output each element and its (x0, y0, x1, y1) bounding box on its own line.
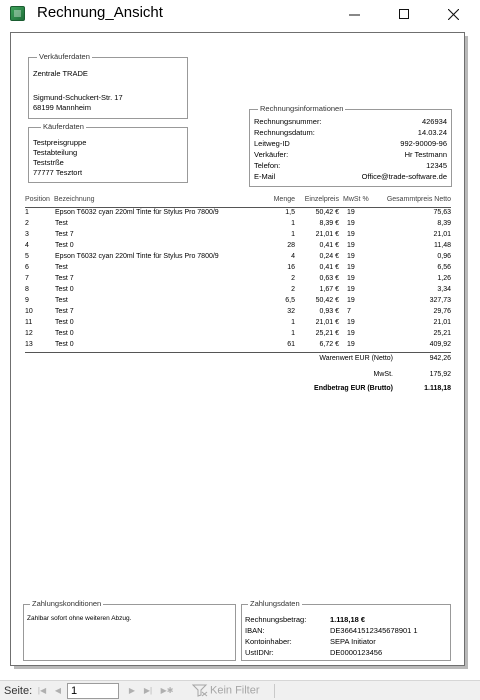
cell-menge: 32 (287, 308, 295, 315)
previous-page-icon[interactable]: ◀ (54, 686, 62, 695)
page-shadow (465, 36, 468, 668)
table-row (25, 330, 451, 341)
cell-menge: 1 (291, 330, 295, 337)
cell-einzelpreis: 25,21 € (315, 330, 339, 337)
cell-gesamtpreis: 21,01 (433, 231, 451, 238)
seller-group (28, 52, 188, 119)
cell-pos: 6 (25, 264, 29, 271)
new-record-icon[interactable]: ▶✱ (160, 686, 174, 695)
invoice-info-row (254, 161, 447, 172)
cell-mwst: 19 (347, 209, 355, 216)
table-row (25, 297, 451, 308)
info-key: Rechnungsnummer: (254, 117, 322, 126)
filter-label: Kein Filter (210, 684, 260, 697)
cell-mwst: 19 (347, 297, 355, 304)
cell-menge: 2 (291, 286, 295, 293)
cell-bez: Test 0 (55, 341, 74, 348)
cell-menge: 6,5 (285, 297, 295, 304)
cell-bez: Epson T6032 cyan 220ml Tinte für Stylus Pro 7800/9 (55, 209, 219, 216)
cell-pos: 1 (25, 209, 29, 216)
payment-key: IBAN: (245, 626, 265, 635)
buyer-line: Testabteilung (33, 148, 78, 157)
cell-mwst: 19 (347, 341, 355, 348)
cell-pos: 10 (25, 308, 33, 315)
invoice-info-row (254, 117, 447, 128)
table-header (25, 196, 451, 207)
payment-key: Rechnungsbetrag: (245, 615, 307, 624)
table-row (25, 231, 451, 242)
seller-group-label: Verkäuferdaten (39, 52, 90, 61)
filter-toggle[interactable] (192, 684, 260, 697)
cell-pos: 7 (25, 275, 29, 282)
table-row (25, 209, 451, 220)
info-value: 426934 (421, 117, 447, 126)
cell-bez: Test (55, 220, 68, 227)
report-viewport[interactable] (0, 28, 480, 680)
cell-einzelpreis: 21,01 € (315, 319, 339, 326)
info-value: Office@trade-software.de (361, 172, 447, 181)
statusbar-divider (274, 684, 275, 698)
seller-city: 68199 Mannheim (33, 103, 91, 112)
cell-pos: 3 (25, 231, 29, 238)
page-shadow (14, 666, 468, 669)
cell-einzelpreis: 0,63 € (319, 275, 339, 282)
cell-gesamtpreis: 21,01 (433, 319, 451, 326)
maximize-button[interactable] (381, 0, 427, 28)
total-mwst-row (261, 371, 451, 382)
invoice-info-label: Rechnungsinformationen (260, 104, 344, 113)
info-key: Leitweg-ID (254, 139, 290, 148)
info-key: Verkäufer: (254, 150, 289, 159)
header-position: Position (25, 196, 50, 203)
buyer-group-label: Käuferdaten (43, 122, 84, 131)
total-mwst-value: 175,92 (429, 371, 451, 378)
invoice-info-row (254, 150, 447, 161)
cell-einzelpreis: 1,67 € (319, 286, 339, 293)
cell-einzelpreis: 0,24 € (319, 253, 339, 260)
cell-einzelpreis: 8,39 € (319, 220, 339, 227)
info-value: Hr Testmann (404, 150, 447, 159)
cell-bez: Test 7 (55, 275, 74, 282)
cell-bez: Test (55, 264, 68, 271)
table-row (25, 275, 451, 286)
cell-bez: Test 0 (55, 286, 74, 293)
info-key: Rechnungsdatum: (254, 128, 315, 137)
invoice-page (10, 32, 465, 666)
cell-bez: Test 7 (55, 308, 74, 315)
header-rule (25, 207, 451, 208)
header-bezeichnung: Bezeichnung (54, 196, 95, 203)
info-value: 14.03.24 (417, 128, 447, 137)
payment-value: DE0000123456 (330, 648, 383, 657)
buyer-line: 77777 Tesztort (33, 168, 83, 177)
table-row (25, 341, 451, 352)
cell-pos: 2 (25, 220, 29, 227)
total-netto-label: Warenwert EUR (Netto) (319, 355, 393, 362)
cell-pos: 5 (25, 253, 29, 260)
cell-menge: 1 (291, 220, 295, 227)
total-brutto-value: 1.118,18 (424, 385, 451, 392)
payment-terms-text: Zahlbar sofort ohne weiteren Abzug. (27, 615, 132, 622)
cell-menge: 4 (291, 253, 295, 260)
total-brutto-label: Endbetrag EUR (Brutto) (314, 385, 393, 392)
cell-gesamtpreis: 11,48 (434, 242, 451, 249)
table-row (25, 220, 451, 231)
table-row (25, 286, 451, 297)
invoice-info-row (254, 128, 447, 139)
cell-mwst: 19 (347, 242, 355, 249)
cell-bez: Test 7 (55, 231, 74, 238)
close-icon (448, 9, 459, 20)
seller-street: Sigmund-Schuckert-Str. 17 (33, 93, 123, 102)
cell-pos: 12 (25, 330, 33, 337)
cell-einzelpreis: 0,41 € (319, 242, 339, 249)
cell-bez: Test 0 (55, 330, 74, 337)
cell-gesamtpreis: 75,63 (433, 209, 451, 216)
payment-terms-group (23, 599, 236, 661)
buyer-line: Testpreisgruppe (33, 138, 87, 147)
payment-value: SEPA Initiator (330, 637, 376, 646)
cell-pos: 8 (25, 286, 29, 293)
header-mwst: MwSt % (343, 196, 369, 203)
filter-icon (192, 684, 208, 697)
cell-mwst: 19 (347, 319, 355, 326)
payment-value: DE36641512345678901 1 (330, 626, 418, 635)
payment-key: Kontoinhaber: (245, 637, 292, 646)
invoice-info-row (254, 172, 447, 183)
cell-menge: 1,5 (285, 209, 295, 216)
minimize-button[interactable] (331, 0, 377, 28)
cell-gesamtpreis: 327,73 (429, 297, 451, 304)
cell-einzelpreis: 21,01 € (315, 231, 339, 238)
cell-gesamtpreis: 409,92 (429, 341, 451, 348)
cell-pos: 9 (25, 297, 29, 304)
page-label: Seite: (4, 685, 33, 697)
cell-menge: 28 (287, 242, 295, 249)
table-row (25, 264, 451, 275)
table-bottom-rule (25, 352, 451, 353)
cell-einzelpreis: 6,72 € (319, 341, 339, 348)
cell-menge: 61 (287, 341, 295, 348)
cell-mwst: 19 (347, 330, 355, 337)
payment-key: UstIDNr: (245, 648, 274, 657)
app-icon (10, 6, 25, 21)
cell-mwst: 19 (347, 264, 355, 271)
cell-mwst: 19 (347, 275, 355, 282)
cell-einzelpreis: 50,42 € (315, 209, 339, 216)
total-netto-row (261, 355, 451, 366)
cell-einzelpreis: 50,42 € (315, 297, 339, 304)
cell-gesamtpreis: 3,34 (437, 286, 451, 293)
first-page-icon[interactable]: |◀ (37, 686, 47, 695)
table-row (25, 253, 451, 264)
buyer-line: Teststrße (33, 158, 64, 167)
payment-data-group (241, 599, 451, 661)
cell-mwst: 19 (347, 286, 355, 293)
invoice-info-group (249, 104, 452, 187)
cell-bez: Test 0 (55, 242, 74, 249)
info-value: 12345 (426, 161, 447, 170)
cell-gesamtpreis: 0,96 (437, 253, 451, 260)
info-value: 992-90009-96 (400, 139, 447, 148)
table-row (25, 308, 451, 319)
header-gesamtpreis: Gesammtpreis Netto (386, 196, 451, 203)
last-page-icon[interactable]: ▶| (143, 686, 153, 695)
window-title: Rechnung_Ansicht (37, 4, 163, 21)
payment-terms-label: Zahlungskonditionen (32, 599, 102, 608)
cell-gesamtpreis: 1,26 (437, 275, 451, 282)
total-brutto-row (261, 385, 451, 396)
cell-bez: Test (55, 297, 68, 304)
payment-data-label: Zahlungsdaten (250, 599, 300, 608)
cell-gesamtpreis: 25,21 (433, 330, 451, 337)
info-key: Telefon: (254, 161, 281, 170)
cell-mwst: 19 (347, 253, 355, 260)
cell-einzelpreis: 0,41 € (319, 264, 339, 271)
minimize-icon (349, 9, 360, 20)
cell-gesamtpreis: 6,56 (437, 264, 451, 271)
invoice-info-row (254, 139, 447, 150)
info-key: E-Mail (254, 172, 276, 181)
cell-pos: 4 (25, 242, 29, 249)
cell-mwst: 19 (347, 220, 355, 227)
close-button[interactable] (430, 0, 476, 28)
navigation-bar (0, 680, 480, 700)
header-einzelpreis: Einzelpreis (304, 196, 339, 203)
cell-einzelpreis: 0,93 € (319, 308, 339, 315)
header-menge: Menge (273, 196, 295, 203)
cell-pos: 11 (25, 319, 33, 326)
total-mwst-label: MwSt. (373, 371, 393, 378)
cell-gesamtpreis: 29,76 (433, 308, 451, 315)
cell-menge: 16 (287, 264, 295, 271)
cell-menge: 1 (291, 231, 295, 238)
seller-name: Zentrale TRADE (33, 69, 88, 78)
cell-bez: Epson T6032 cyan 220ml Tinte für Stylus Pro 7800/9 (55, 253, 219, 260)
cell-mwst: 7 (347, 308, 351, 315)
maximize-icon (399, 9, 409, 19)
title-bar (0, 0, 480, 28)
table-row (25, 242, 451, 253)
total-netto-value: 942,26 (429, 355, 451, 362)
cell-mwst: 19 (347, 231, 355, 238)
cell-bez: Test 0 (55, 319, 74, 326)
cell-menge: 2 (291, 275, 295, 282)
payment-value: 1.118,18 € (330, 615, 366, 624)
cell-menge: 1 (291, 319, 295, 326)
cell-pos: 13 (25, 341, 33, 348)
cell-gesamtpreis: 8,39 (437, 220, 451, 227)
page-number-input[interactable]: 1 (67, 683, 119, 699)
buyer-group (28, 122, 188, 183)
next-page-icon[interactable]: ▶ (128, 686, 136, 695)
table-row (25, 319, 451, 330)
